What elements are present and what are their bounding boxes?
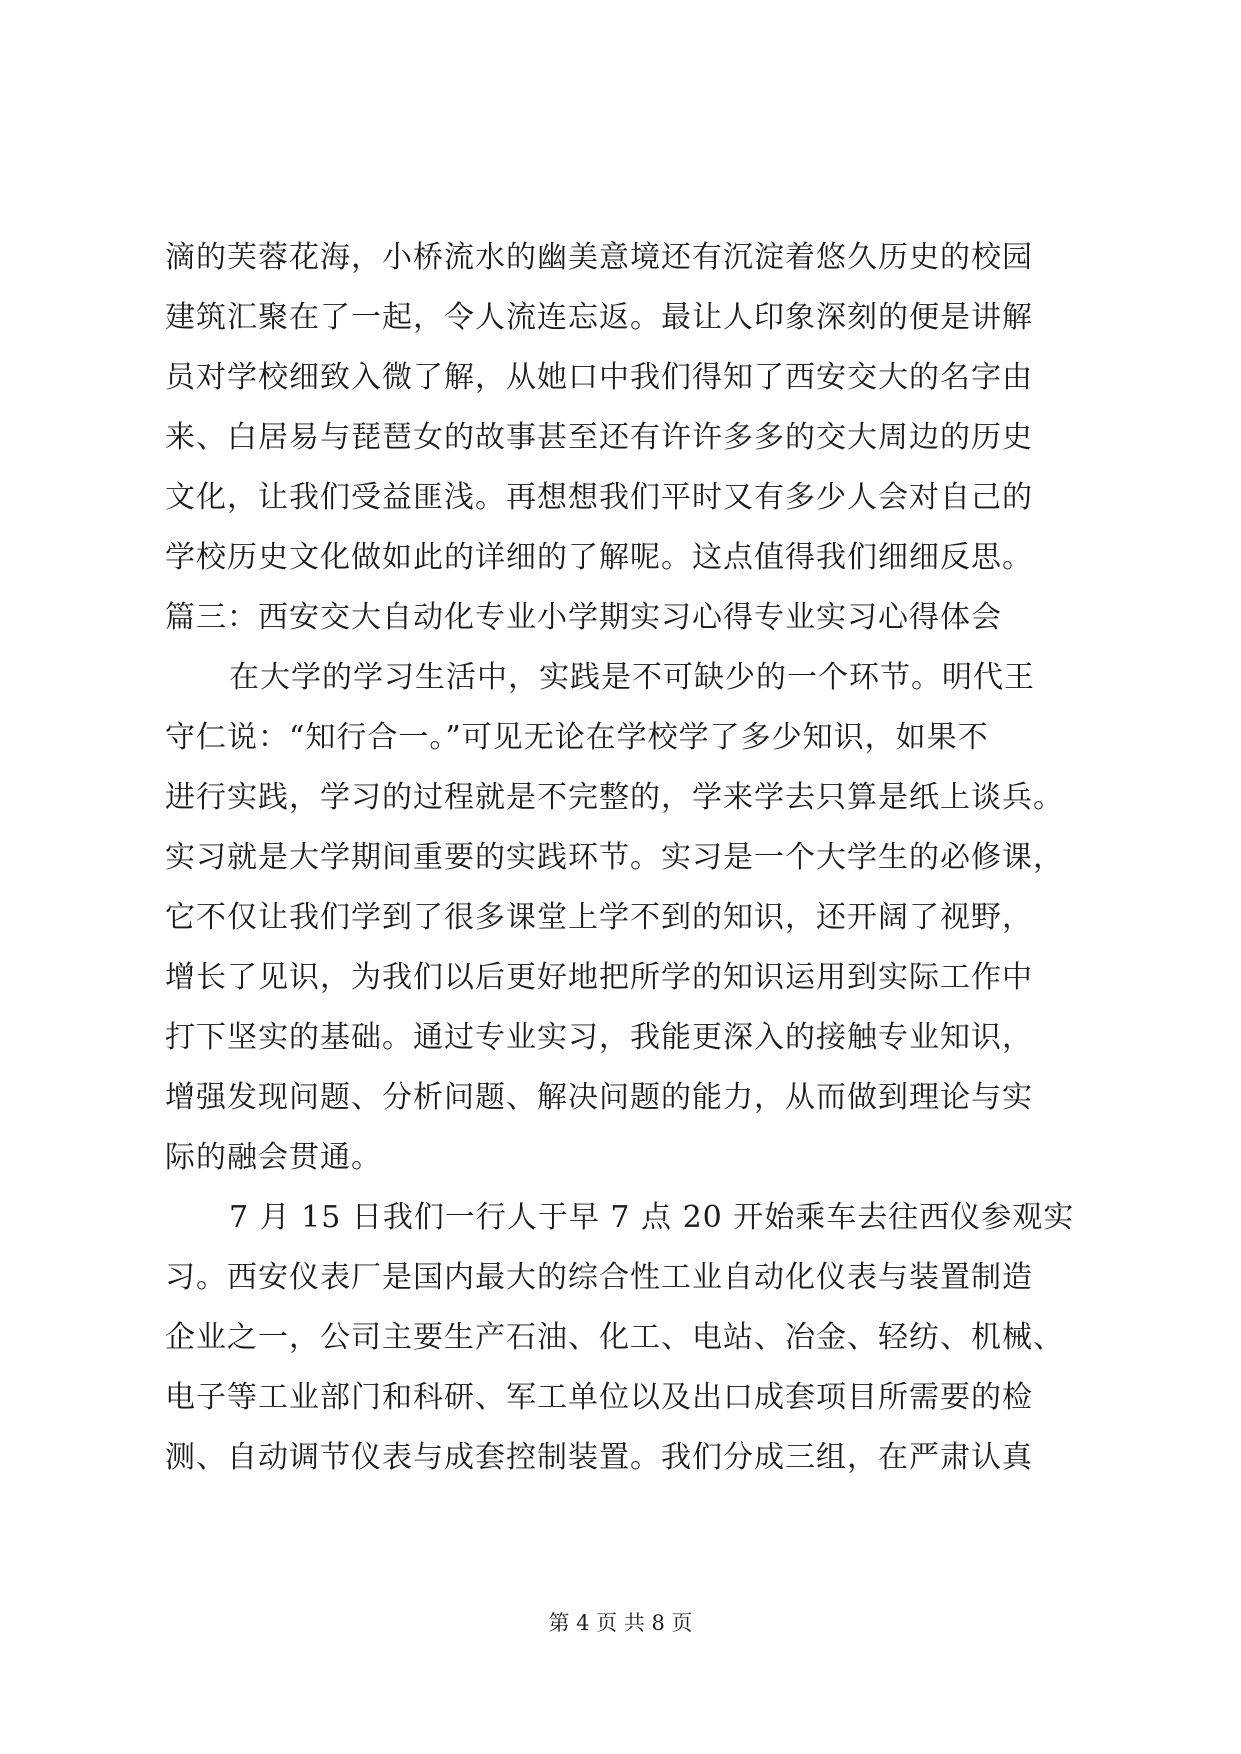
text-line: 增长了见识，为我们以后更好地把所学的知识运用到实际工作中 xyxy=(165,960,1033,995)
text-line: 电子等工业部门和科研、军工单位以及出口成套项目所需要的检 xyxy=(165,1380,1033,1415)
text-line: 来、白居易与琵琶女的故事甚至还有许许多多的交大周边的历史 xyxy=(165,420,1033,455)
text-line: 测、自动调节仪表与成套控制装置。我们分成三组，在严肃认真 xyxy=(165,1440,1033,1475)
text-line: 习。西安仪表厂是国内最大的综合性工业自动化仪表与装置制造 xyxy=(165,1260,1033,1295)
section-heading: 篇三：西安交大自动化专业小学期实习心得专业实习心得体会 xyxy=(165,600,1002,635)
text-line: 学校历史文化做如此的详细的了解呢。这点值得我们细细反思。 xyxy=(165,540,1033,575)
body-text xyxy=(165,228,1095,1488)
text-line: 在大学的学习生活中，实践是不可缺少的一个环节。明代王 xyxy=(229,660,1035,695)
text-line: 打下坚实的基础。通过专业实习，我能更深入的接触专业知识， xyxy=(165,1020,1033,1055)
text-line: 际的融会贯通。 xyxy=(165,1140,382,1175)
text-line: 守仁说：“知行合一。”可见无论在学校学了多少知识，如果不 xyxy=(165,720,989,755)
page-number-footer: 第 4 页 共 8 页 xyxy=(548,1611,693,1635)
text-line: 实习就是大学期间重要的实践环节。实习是一个大学生的必修课， xyxy=(165,840,1064,875)
text-line: 增强发现问题、分析问题、解决问题的能力，从而做到理论与实 xyxy=(165,1080,1033,1115)
text-line: 文化，让我们受益匪浅。再想想我们平时又有多少人会对自己的 xyxy=(165,480,1033,515)
text-line: 滴的芙蓉花海，小桥流水的幽美意境还有沉淀着悠久历史的校园 xyxy=(165,240,1033,275)
text-line: 员对学校细致入微了解，从她口中我们得知了西安交大的名字由 xyxy=(165,360,1033,395)
text-line: 进行实践，学习的过程就是不完整的，学来学去只算是纸上谈兵。 xyxy=(165,780,1064,815)
text-line: 7 月 15 日我们一行人于早 7 点 20 开始乘车去往西仪参观实 xyxy=(229,1200,1075,1235)
text-line: 企业之一，公司主要生产石油、化工、电站、冶金、轻纺、机械、 xyxy=(165,1320,1064,1355)
text-line: 建筑汇聚在了一起，令人流连忘返。最让人印象深刻的便是讲解 xyxy=(165,300,1033,335)
text-line: 它不仅让我们学到了很多课堂上学不到的知识，还开阔了视野， xyxy=(165,900,1033,935)
